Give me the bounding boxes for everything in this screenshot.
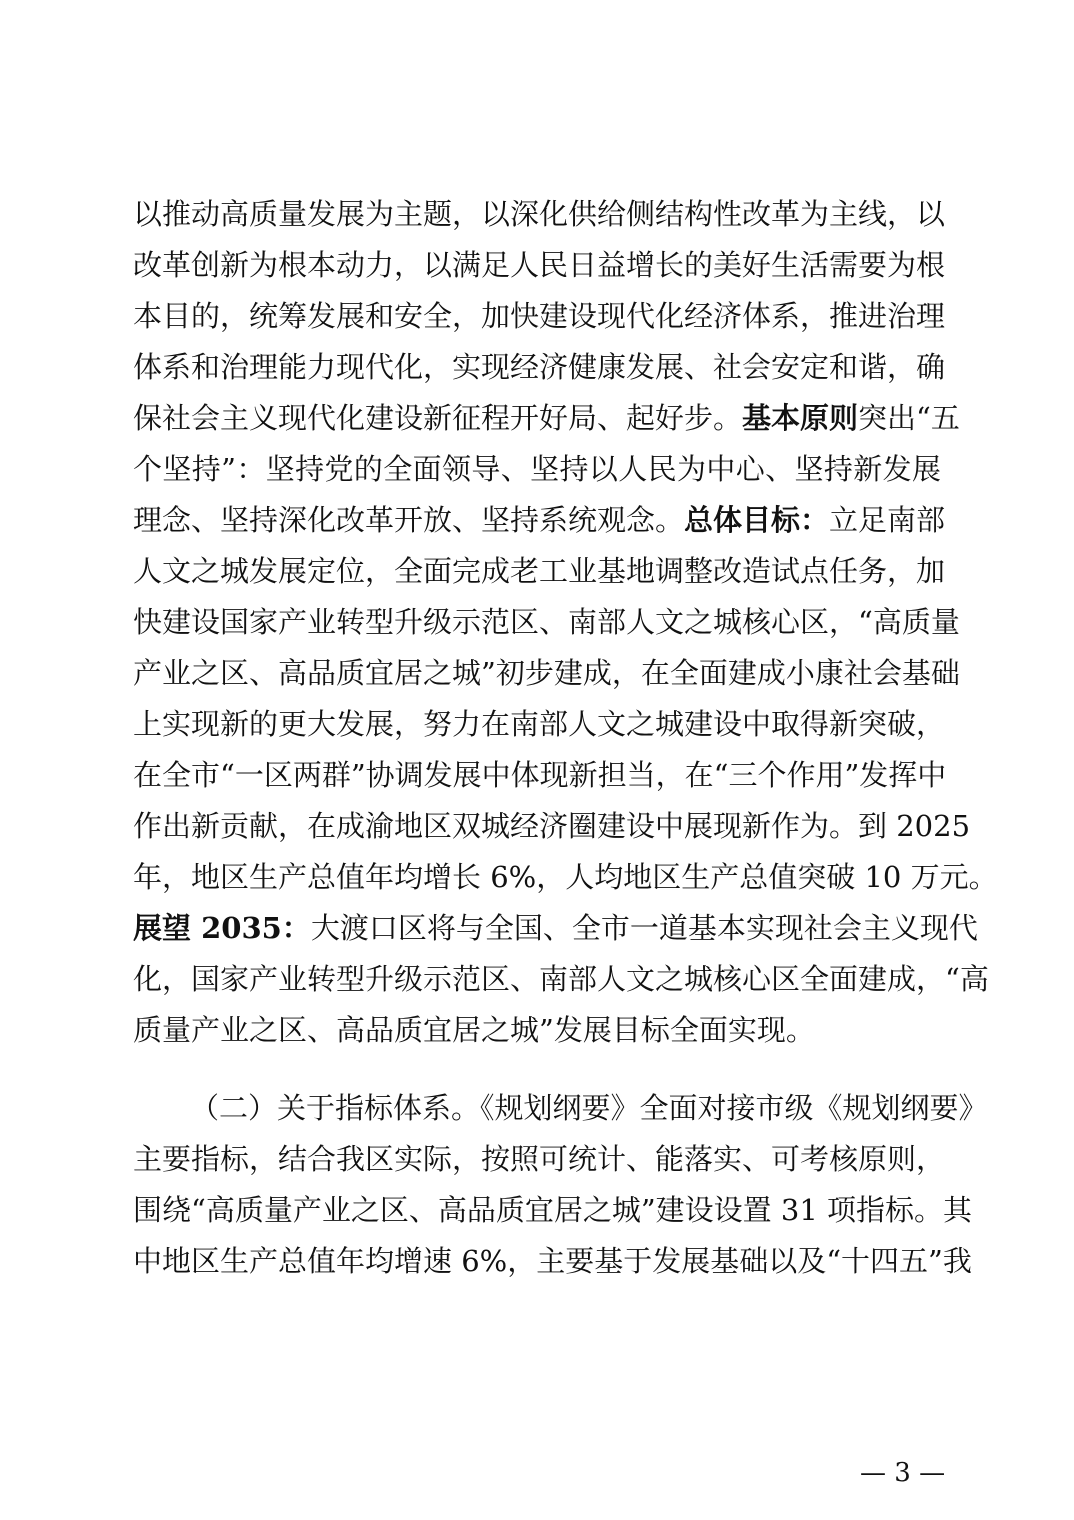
text-segment: 理念、坚持深化改革开放、坚持系统观念。 xyxy=(133,503,685,537)
text-segment: 围绕“高质量产业之区、高品质宜居之城”建设设置 31 项指标。其 xyxy=(133,1193,972,1227)
bold-heading-outlook-2035: 展望 2035： xyxy=(133,911,311,945)
text-segment: 以推动高质量发展为主题，以深化供给侧结构性改革为主线，以 xyxy=(133,197,946,231)
text-line xyxy=(133,1008,941,1052)
text-line xyxy=(133,1239,972,1283)
text-segment: 年，地区生产总值年均增长 6%，人均地区生产总值突破 10 万元。 xyxy=(133,860,998,894)
text-segment: 主要指标，结合我区实际，按照可统计、能落实、可考核原则， xyxy=(133,1142,946,1176)
bold-heading-basic-principles: 基本原则 xyxy=(742,401,859,435)
text-segment: 化，国家产业转型升级示范区、南部人文之城核心区全面建成，“高 xyxy=(133,962,989,996)
text-segment: 本目的，统筹发展和安全，加快建设现代化经济体系，推进治理 xyxy=(133,299,946,333)
text-segment: （二）关于指标体系。《规划纲要》全面对接市级《规划纲要》 xyxy=(190,1091,988,1125)
text-segment: 体系和治理能力现代化，实现经济健康发展、社会安定和谐，确 xyxy=(133,350,946,384)
text-line-section-heading xyxy=(190,1086,988,1130)
text-segment: 大渡口区将与全国、全市一道基本实现社会主义现代 xyxy=(310,911,978,945)
text-segment: 改革创新为根本动力，以满足人民日益增长的美好生活需要为根 xyxy=(133,248,946,282)
text-line xyxy=(133,753,947,797)
text-segment: 个坚持”：坚持党的全面领导、坚持以人民为中心、坚持新发展 xyxy=(133,452,941,486)
text-line xyxy=(133,498,946,542)
text-line xyxy=(133,702,946,746)
text-line xyxy=(133,804,971,848)
text-line xyxy=(133,906,978,950)
text-line xyxy=(133,1137,946,1181)
text-segment: 突出“五 xyxy=(858,401,960,435)
text-line xyxy=(133,192,946,236)
text-line xyxy=(133,294,946,338)
text-line xyxy=(133,396,960,440)
page-number: — 3 — xyxy=(860,1458,946,1488)
text-line xyxy=(133,1188,972,1232)
text-line xyxy=(133,651,960,695)
text-segment: 快建设国家产业转型升级示范区、南部人文之城核心区，“高质量 xyxy=(133,605,960,639)
text-line xyxy=(133,600,960,644)
text-line xyxy=(133,243,946,287)
text-line xyxy=(133,957,989,1001)
text-line xyxy=(133,855,998,899)
text-line xyxy=(133,549,946,593)
bold-heading-overall-goal: 总体目标： xyxy=(684,503,830,537)
text-segment: 在全市“一区两群”协调发展中体现新担当，在“三个作用”发挥中 xyxy=(133,758,947,792)
text-segment: 上实现新的更大发展，努力在南部人文之城建设中取得新突破， xyxy=(133,707,946,741)
text-segment: 人文之城发展定位，全面完成老工业基地调整改造试点任务，加 xyxy=(133,554,946,588)
text-segment: 保社会主义现代化建设新征程开好局、起好步。 xyxy=(133,401,743,435)
text-line xyxy=(133,447,941,491)
text-line xyxy=(133,345,946,389)
text-segment: 作出新贡献，在成渝地区双城经济圈建设中展现新作为。到 2025 xyxy=(133,809,971,843)
text-segment: 产业之区、高品质宜居之城”初步建成，在全面建成小康社会基础 xyxy=(133,656,960,690)
text-segment: 质量产业之区、高品质宜居之城”发展目标全面实现。 xyxy=(133,1013,815,1047)
text-segment: 立足南部 xyxy=(829,503,946,537)
text-segment: 中地区生产总值年均增速 6%，主要基于发展基础以及“十四五”我 xyxy=(133,1244,972,1278)
